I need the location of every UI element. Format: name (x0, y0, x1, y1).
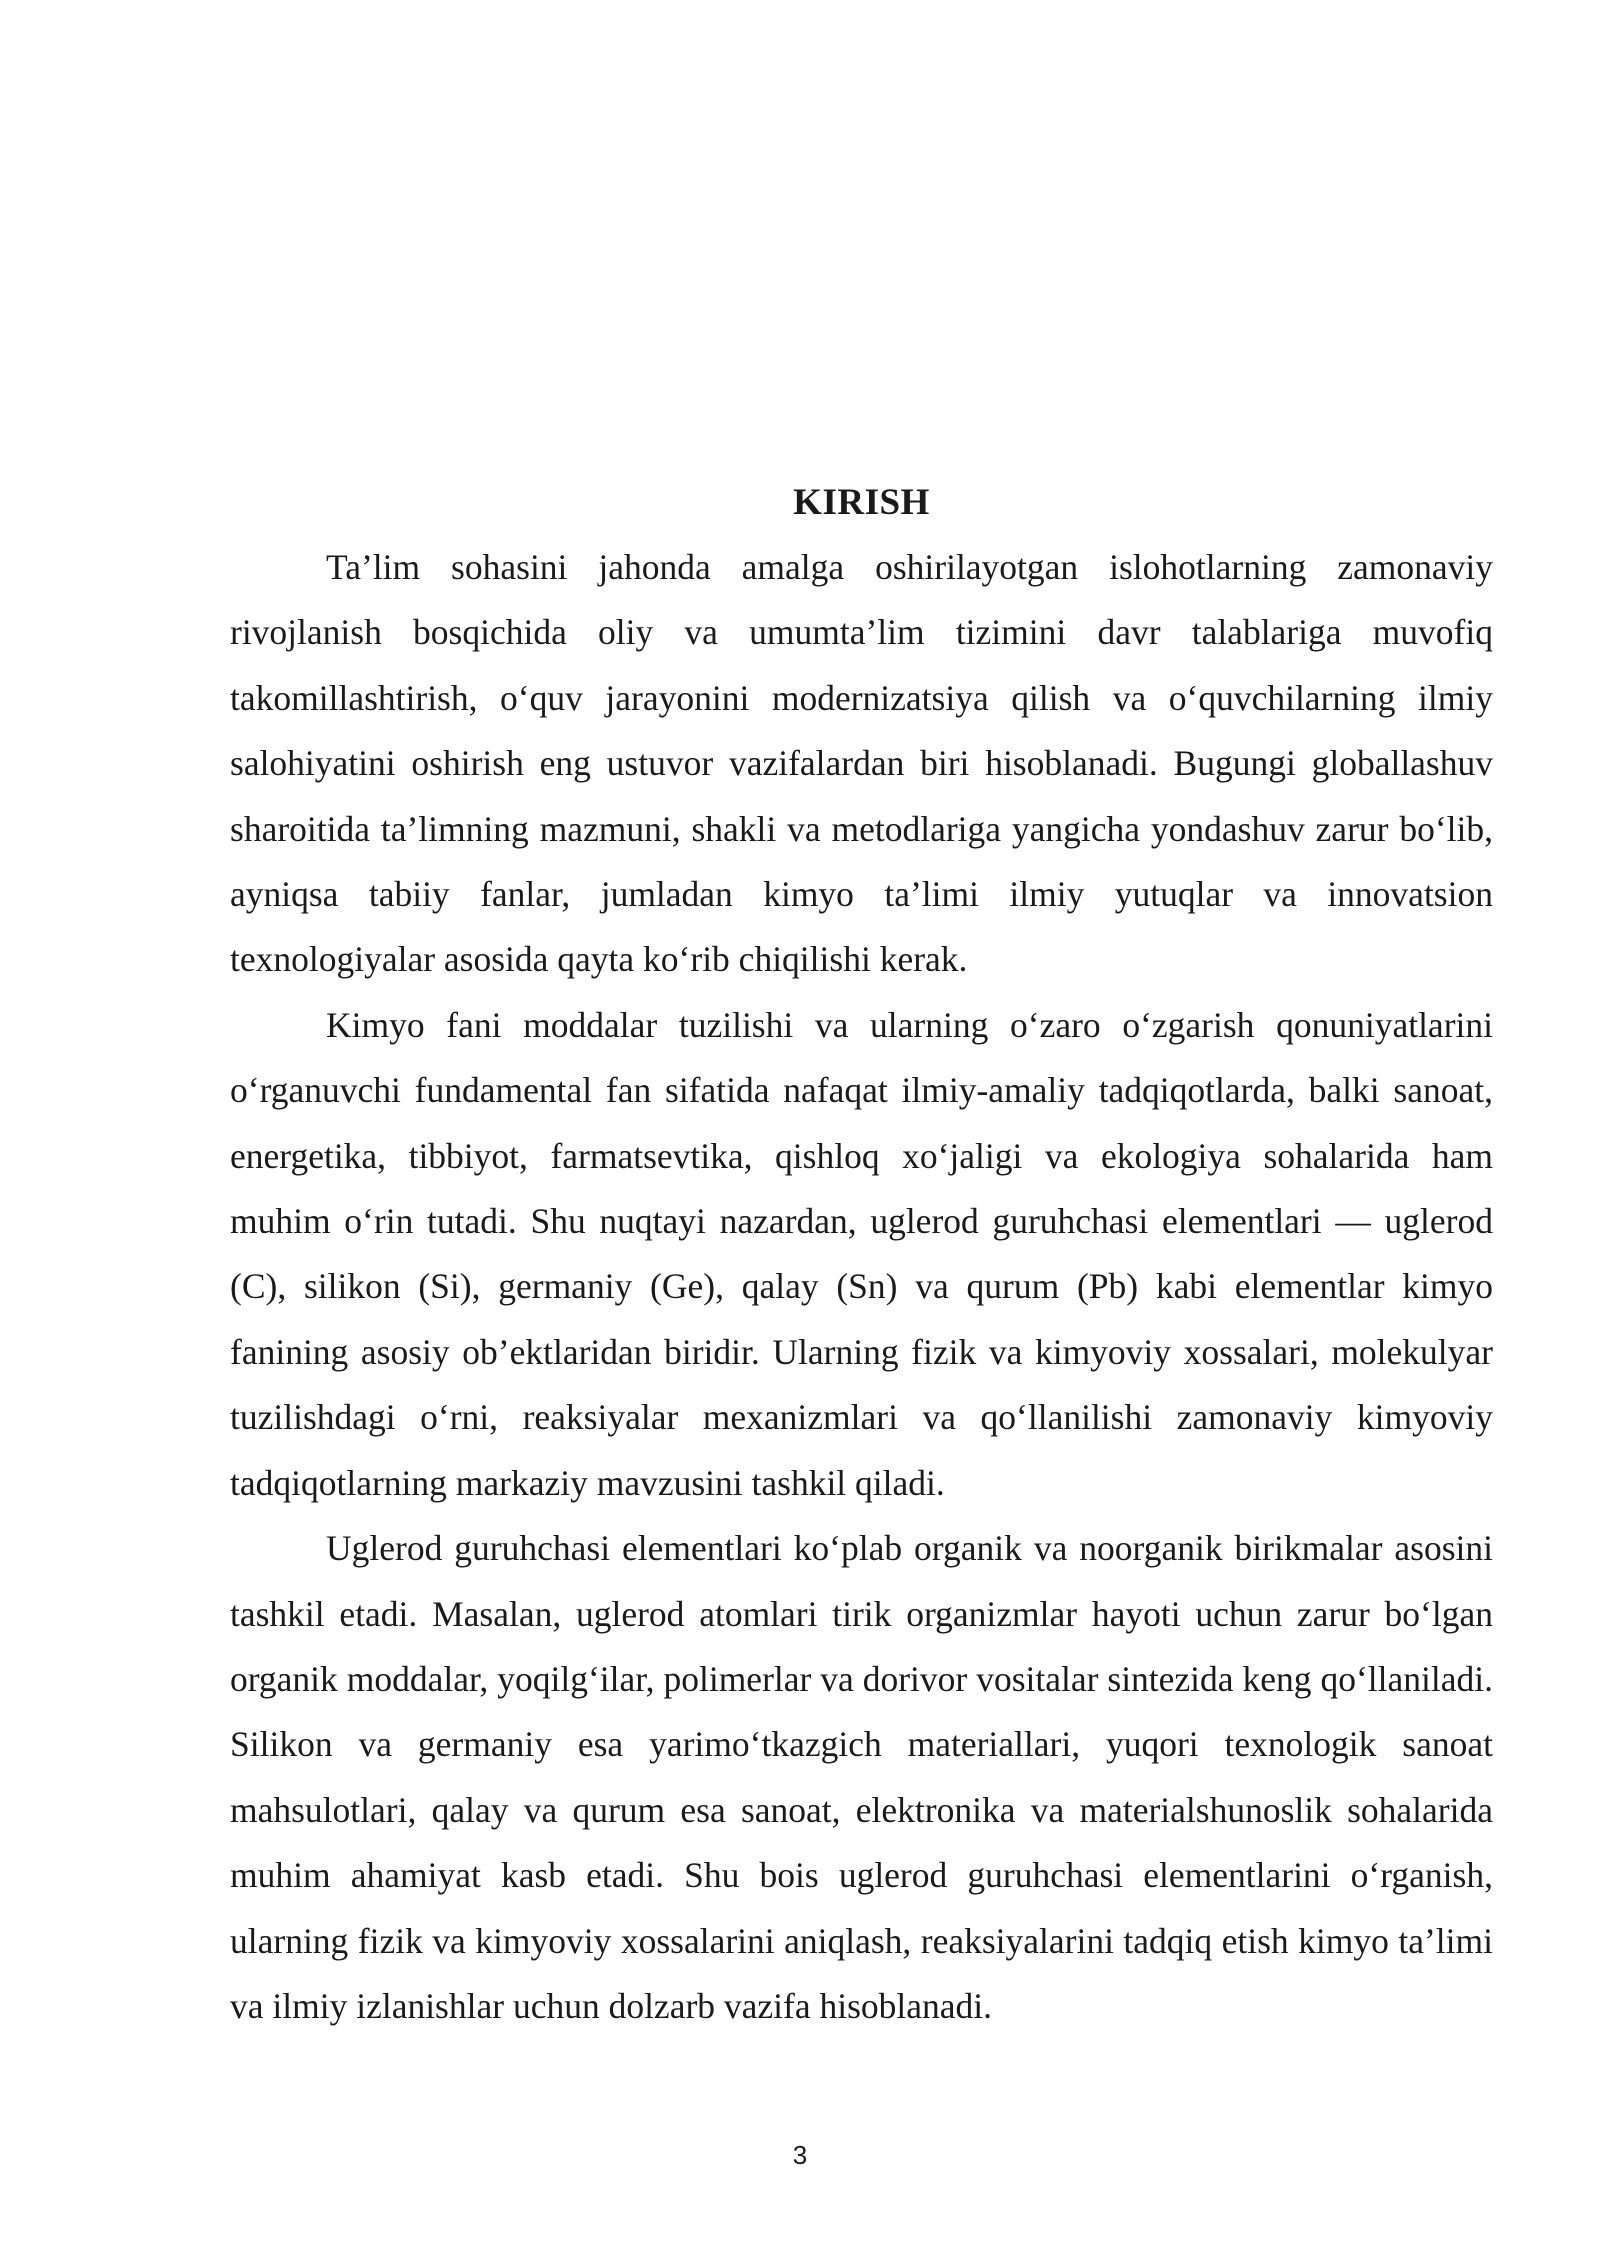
body-paragraph-2: Kimyo fani moddalar tuzilishi va ularning o‘zaro o‘zgarish qonuniyatlarini o‘rganuvchi fundamental fan sifatida nafaqat ilmiy-amaliy tadqiqotlarda, balki sanoat, energetika, tibbiyot, farmatsevtika, qishloq xo‘jaligi va ekologiya sohalarida ham muhim o‘rin tutadi. Shu nuqtayi nazardan, uglerod guruhchasi elementlari — uglerod (C), silikon (Si), germaniy (Ge), qalay (Sn) va qurum (Pb) kabi elementlar kimyo fanining asosiy ob’ektlaridan biridir. Ularning fizik va kimyoviy xossalari, molekulyar tuzilishdagi o‘rni, reaksiyalar mexanizmlari va qo‘llanilishi zamonaviy kimyoviy tadqiqotlarning markaziy mavzusini tashkil qiladi. (230, 1004, 1493, 1503)
section-title: KIRISH (793, 482, 930, 523)
page-content (230, 470, 1493, 2039)
page-number: 3 (792, 2140, 808, 2170)
body-paragraph-1: Ta’lim sohasini jahonda amalga oshirilayotgan islohotlarning zamonaviy rivojlanish bosqichida oliy va umumta’lim tizimini davr talablariga muvofiq takomillashtirish, o‘quv jarayonini modernizatsiya qilish va o‘quvchilarning ilmiy salohiyatini oshirish eng ustuvor vazifalardan biri hisoblanadi. Bugungi globallashuv sharoitida ta’limning mazmuni, shakli va metodlariga yangicha yondashuv zarur bo‘lib, ayniqsa tabiiy fanlar, jumladan kimyo ta’limi ilmiy yutuqlar va innovatsion texnologiyalar asosida qayta ko‘rib chiqilishi kerak. (230, 547, 1493, 980)
body-paragraph-3: Uglerod guruhchasi elementlari ko‘plab organik va noorganik birikmalar asosini tashkil etadi. Masalan, uglerod atomlari tirik organizmlar hayoti uchun zarur bo‘lgan organik moddalar, yoqilg‘ilar, polimerlar va dorivor vositalar sintezida keng qo‘llaniladi. Silikon va germaniy esa yarimo‘tkazgich materiallari, yuqori texnologik sanoat mahsulotlari, qalay va qurum esa sanoat, elektronika va materialshunoslik sohalarida muhim ahamiyat kasb etadi. Shu bois uglerod guruhchasi elementlarini o‘rganish, ularning fizik va kimyoviy xossalarini aniqlash, reaksiyalarini tadqiq etish kimyo ta’limi va ilmiy izlanishlar uchun dolzarb vazifa hisoblanadi. (230, 1528, 1493, 2026)
